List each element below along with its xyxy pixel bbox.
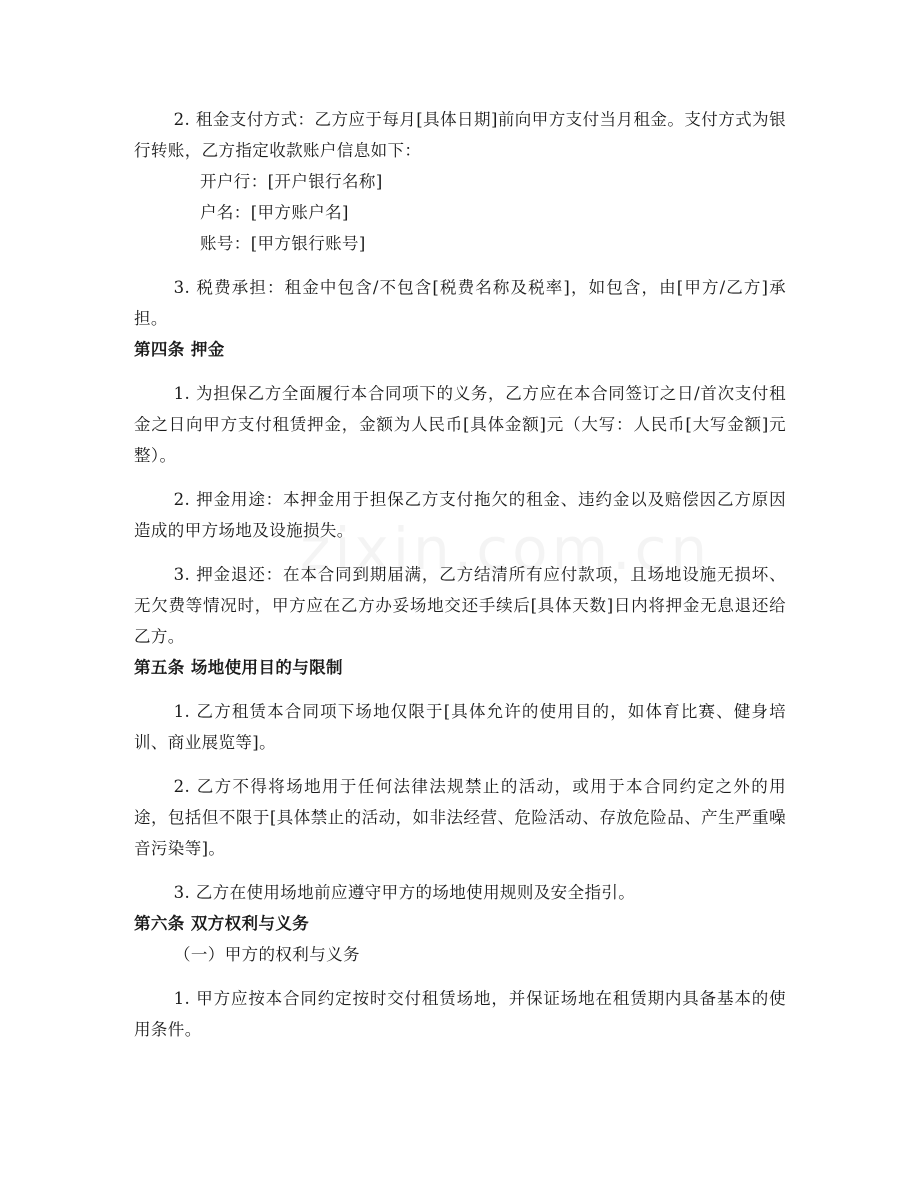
document-body <box>134 104 786 1045</box>
paragraph-use-2: 2. 乙方不得将场地用于任何法律法规禁止的活动，或用于本合同约定之外的用途，包括但不限于[具体禁止的活动，如非法经营、危险活动、存放危险品、产生严重噪音污染等]。 <box>134 777 786 858</box>
heading-article-6: 第六条 双方权利与义务 <box>134 914 310 933</box>
paragraph-party-a-1: 1. 甲方应按本合同约定按时交付租赁场地，并保证场地在租赁期内具备基本的使用条件。 <box>134 989 786 1039</box>
heading-article-4: 第四条 押金 <box>134 340 225 359</box>
heading-article-5: 第五条 场地使用目的与限制 <box>134 658 343 677</box>
paragraph-tax: 3. 税费承担：租金中包含/不包含[税费名称及税率]，如包含，由[甲方/乙方]承担。 <box>134 278 786 328</box>
paragraph-deposit-2: 2. 押金用途：本押金用于担保乙方支付拖欠的租金、违约金以及赔偿因乙方原因造成的甲方场地及设施损失。 <box>134 490 786 540</box>
account-number-line: 账号：[甲方银行账号] <box>200 234 366 253</box>
paragraph-deposit-3: 3. 押金退还：在本合同到期届满，乙方结清所有应付款项，且场地设施无损坏、无欠费等情况时，甲方应在乙方办妥场地交还手续后[具体天数]日内将押金无息退还给乙方。 <box>134 565 786 646</box>
subheading-party-a: （一）甲方的权利与义务 <box>174 945 360 964</box>
account-name-line: 户名：[甲方账户名] <box>200 203 349 222</box>
paragraph-use-1: 1. 乙方租赁本合同项下场地仅限于[具体允许的使用目的，如体育比赛、健身培训、商业展览等]。 <box>134 702 786 752</box>
paragraph-rent-payment: 2. 租金支付方式：乙方应于每月[具体日期]前向甲方支付当月租金。支付方式为银行转账，乙方指定收款账户信息如下： <box>134 110 786 160</box>
paragraph-use-3: 3. 乙方在使用场地前应遵守甲方的场地使用规则及安全指引。 <box>173 883 636 902</box>
bank-name-line: 开户行：[开户银行名称] <box>200 172 383 191</box>
paragraph-deposit-1: 1. 为担保乙方全面履行本合同项下的义务，乙方应在本合同签订之日/首次支付租金之日向甲方支付租赁押金，金额为人民币[具体金额]元（大写：人民币[大写金额]元整）。 <box>134 384 786 465</box>
